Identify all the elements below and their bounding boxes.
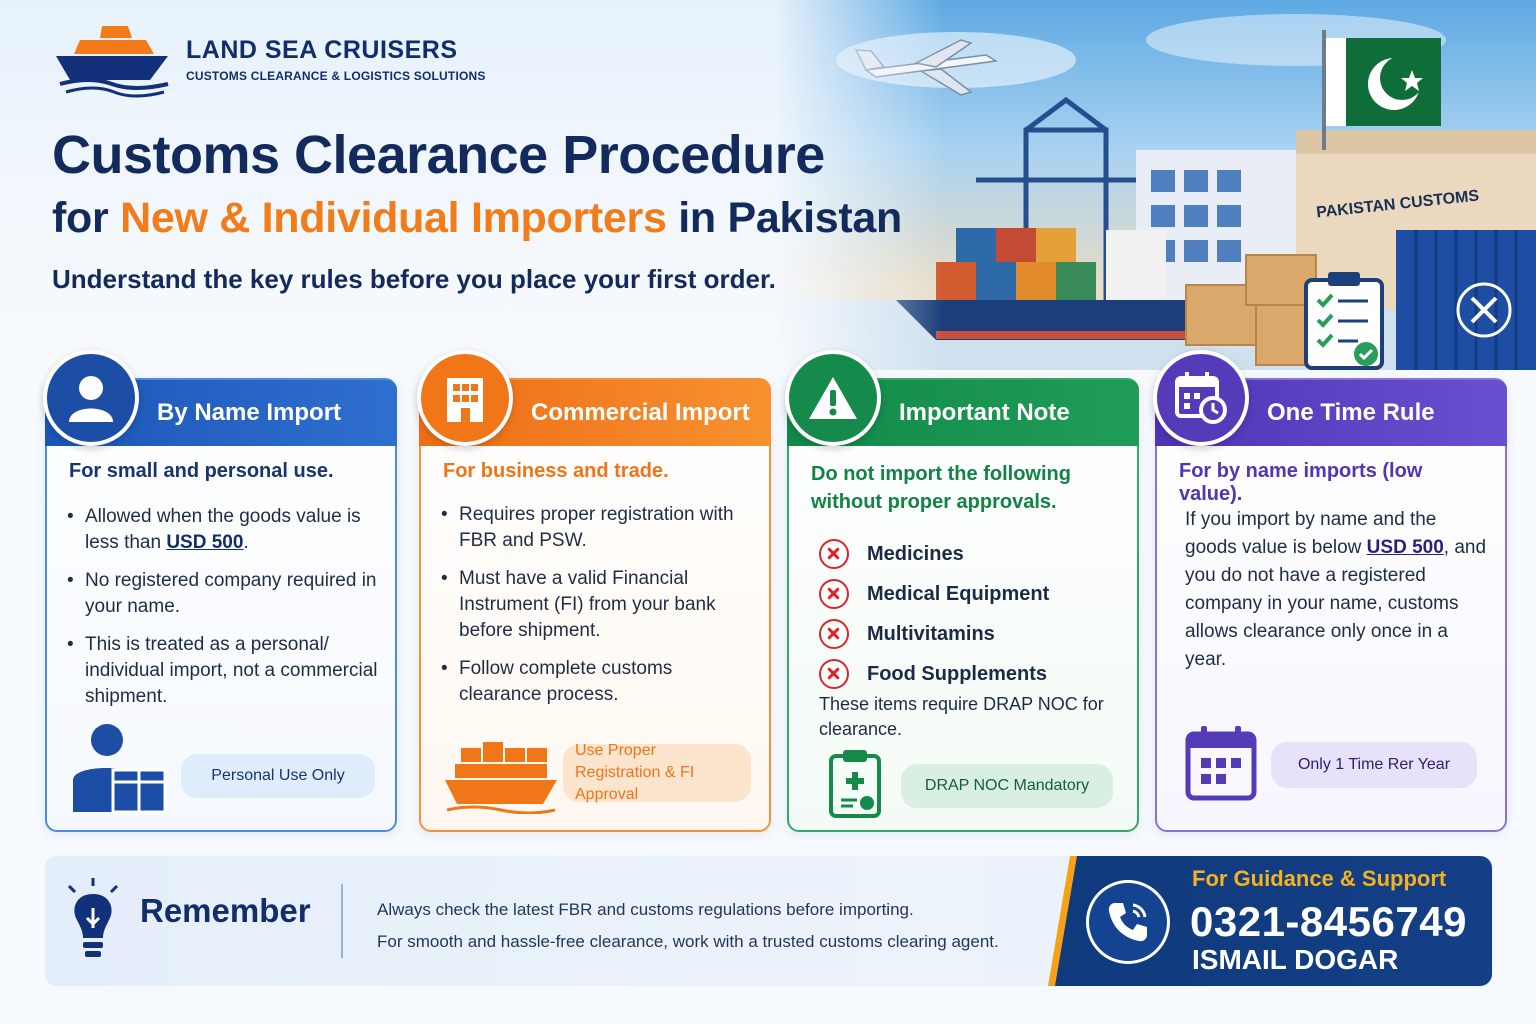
title-accent: New & Individual Importers (120, 194, 667, 242)
brand-name: LAND SEA CRUISERS (186, 35, 458, 64)
restricted-item-label: Medical Equipment (867, 582, 1050, 605)
card-by-name-import (45, 378, 397, 832)
phone-icon[interactable] (1086, 880, 1170, 964)
title-prefix: for (52, 194, 121, 242)
cargo-ship-icon (443, 740, 559, 814)
building-icon (417, 350, 513, 446)
card-commercial-import (419, 378, 771, 832)
restricted-item (819, 654, 1049, 694)
bullet-list (67, 504, 381, 722)
card-lead: Do not import the following without proper approvals. (811, 463, 1071, 513)
restricted-item-label: Food Supplements (867, 662, 1047, 685)
user-icon (43, 350, 139, 446)
brand-tagline: CUSTOMS CLEARANCE & LOGISTICS SOLUTIONS (186, 68, 486, 83)
warning-icon (785, 350, 881, 446)
drap-note: These items require DRAP NOC for clearance. (819, 694, 1104, 739)
one-time-per-year-badge: Only 1 Time Rer Year (1271, 742, 1477, 788)
card-one-time-rule (1155, 378, 1507, 832)
support-label: For Guidance & Support (1192, 866, 1447, 891)
page-title-line2 (52, 194, 902, 243)
list-item: • Requires proper registration with FBR and PSW. (441, 502, 755, 554)
support-contact-name: ISMAIL DOGAR (1192, 944, 1399, 975)
divider (341, 884, 343, 958)
one-time-rule-text: If you import by name and the goods value is below USD 500, and you do not have a registered company in your name, customs allows clearance only once in a year. (1185, 509, 1487, 670)
list-item: • No registered company required in your name. (67, 568, 381, 620)
person-with-box-icon (69, 720, 169, 816)
lightbulb-icon (63, 876, 123, 966)
restricted-item-label: Medicines (867, 542, 964, 565)
card-title: By Name Import (157, 399, 342, 426)
support-phone-number[interactable]: 0321-8456749 (1190, 898, 1467, 945)
restricted-item-label: Multivitamins (867, 622, 995, 645)
card-important-note (787, 378, 1139, 832)
port-illustration (776, 0, 1536, 370)
ship-logo-icon (50, 18, 174, 100)
page-subtitle: Understand the key rules before you place your first order. (52, 264, 776, 294)
card-title: Commercial Import (531, 399, 750, 426)
title-suffix: in Pakistan (666, 194, 902, 242)
remember-line-1: Always check the latest FBR and customs regulations before importing. (377, 900, 914, 919)
restricted-items-list (819, 534, 1049, 694)
card-lead: For by name imports (low value). (1179, 460, 1423, 505)
x-circle-icon (819, 619, 849, 649)
medical-clipboard-icon (827, 748, 883, 820)
remember-title: Remember (140, 892, 311, 929)
restricted-item (819, 574, 1049, 614)
card-lead: For business and trade. (443, 460, 669, 482)
card-title: Important Note (899, 399, 1070, 426)
x-circle-icon (819, 579, 849, 609)
list-item: • Follow complete customs clearance process. (441, 656, 755, 708)
list-item: • This is treated as a personal/ individual import, not a commercial shipment. (67, 632, 381, 710)
restricted-item (819, 534, 1049, 574)
registration-approval-badge: Use Proper Registration & FI Approval (563, 744, 751, 802)
page-title: Customs Clearance Procedure (52, 125, 825, 185)
x-circle-icon (819, 659, 849, 689)
remember-line-2: For smooth and hassle-free clearance, work with a trusted customs clearing agent. (377, 932, 999, 951)
brand-logo[interactable] (50, 18, 486, 100)
bullet-list (441, 502, 755, 720)
customs-building-sign: PAKISTAN CUSTOMS (1315, 187, 1480, 222)
card-lead: For small and personal use. (69, 460, 334, 482)
remember-text (377, 894, 999, 958)
calendar-icon (1185, 724, 1257, 802)
list-item: • Must have a valid Financial Instrument (FI) from your bank before shipment. (441, 566, 755, 644)
personal-use-badge: Personal Use Only (181, 754, 375, 798)
drap-mandatory-badge: DRAP NOC Mandatory (901, 764, 1113, 808)
card-title: One Time Rule (1267, 399, 1435, 426)
x-circle-icon (819, 539, 849, 569)
calendar-clock-icon (1153, 350, 1249, 446)
list-item: • Allowed when the goods value is less than USD 500. (67, 504, 381, 556)
restricted-item (819, 614, 1049, 654)
